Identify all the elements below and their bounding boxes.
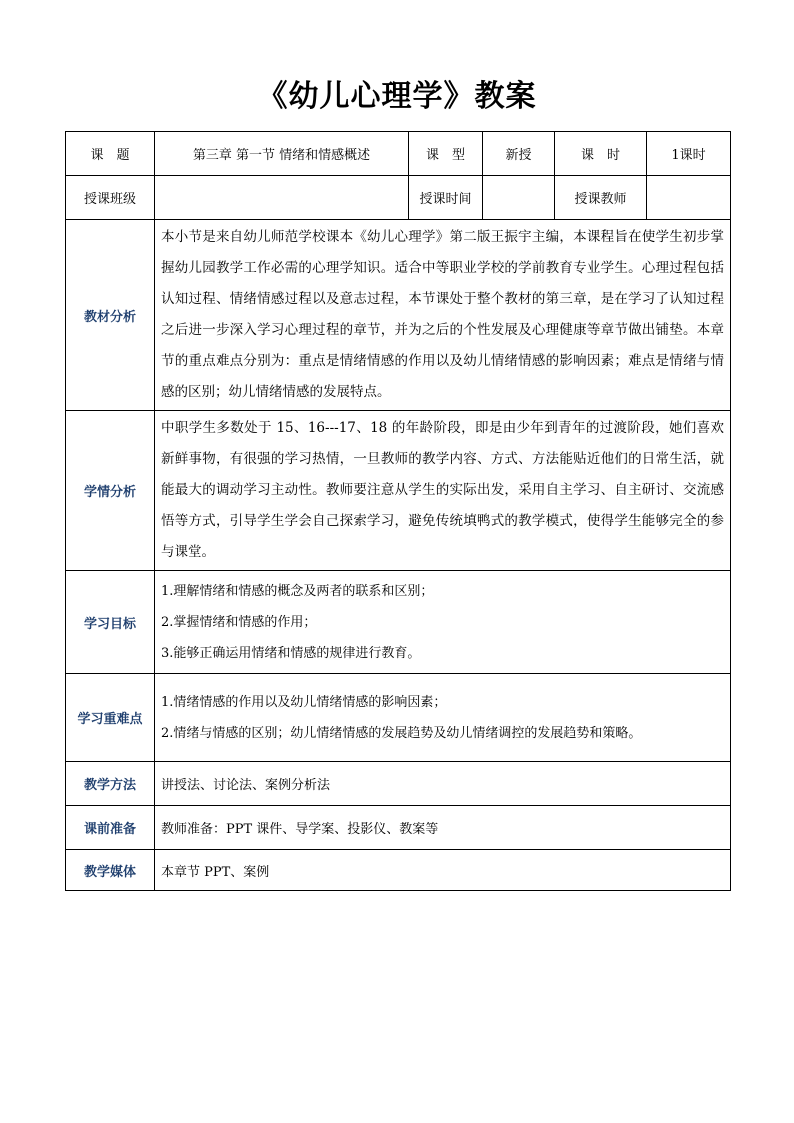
time-value bbox=[483, 176, 555, 220]
keypoint-item: 1.情绪情感的作用以及幼儿情绪情感的影响因素； bbox=[161, 694, 447, 710]
lesson-plan-table bbox=[65, 131, 731, 891]
keshi-value: 1课时 bbox=[647, 132, 731, 176]
prep-row bbox=[66, 806, 731, 850]
class-label: 授课班级 bbox=[66, 176, 155, 220]
time-label: 授课时间 bbox=[409, 176, 483, 220]
media-label: 教学媒体 bbox=[66, 850, 155, 891]
teacher-label: 授课教师 bbox=[555, 176, 647, 220]
goal-item: 3.能够正确运用情绪和情感的规律进行教育。 bbox=[161, 645, 421, 661]
goals-row bbox=[66, 571, 731, 674]
keypoints-row bbox=[66, 674, 731, 762]
keti-value: 第三章 第一节 情绪和情感概述 bbox=[155, 132, 409, 176]
kexing-value: 新授 bbox=[483, 132, 555, 176]
keti-label: 课 题 bbox=[66, 132, 155, 176]
class-value bbox=[155, 176, 409, 220]
keshi-label: 课 时 bbox=[555, 132, 647, 176]
student-label: 学情分析 bbox=[66, 411, 155, 571]
class-row bbox=[66, 176, 731, 220]
keypoints-list bbox=[155, 674, 731, 762]
prep-label: 课前准备 bbox=[66, 806, 155, 850]
goals-list bbox=[155, 571, 731, 674]
keypoint-item: 2.情绪与情感的区别；幼儿情绪情感的发展趋势及幼儿情绪调控的发展趋势和策略。 bbox=[161, 725, 642, 741]
media-row bbox=[66, 850, 731, 891]
goal-item: 1.理解情绪和情感的概念及两者的联系和区别； bbox=[161, 583, 434, 599]
document-title: 《幼儿心理学》教案 bbox=[257, 79, 537, 114]
method-text: 讲授法、讨论法、案例分析法 bbox=[155, 762, 731, 806]
student-row bbox=[66, 411, 731, 571]
prep-text: 教师准备：PPT 课件、导学案、投影仪、教案等 bbox=[155, 806, 731, 850]
header-row bbox=[66, 132, 731, 176]
student-text: 中职学生多数处于 15、16---17、18 的年龄阶段，即是由少年到青年的过渡阶段，她们喜欢新鲜事物，有很强的学习热情，一旦教师的教学内容、方式、方法能贴近他们的日常生活，就能最大的调动学习主动性。教师要注意从学生的实际出发，采用自主学习、自主研讨、交流感悟等方式，引导学生学会自己探索学习，避免传统填鸭式的教学模式，使得学生能够完全的参与课堂。 bbox=[155, 411, 731, 571]
material-label: 教材分析 bbox=[66, 220, 155, 411]
goals-label: 学习目标 bbox=[66, 571, 155, 674]
goal-item: 2.掌握情绪和情感的作用； bbox=[161, 614, 317, 630]
material-text: 本小节是来自幼儿师范学校课本《幼儿心理学》第二版王振宇主编，本课程旨在使学生初步掌握幼儿园教学工作必需的心理学知识。适合中等职业学校的学前教育专业学生。心理过程包括认知过程、情绪情感过程以及意志过程，本节课处于整个教材的第三章，是在学习了认知过程之后进一步深入学习心理过程的章节，并为之后的个性发展及心理健康等章节做出铺垫。本章节的重点难点分别为：重点是情绪情感的作用以及幼儿情绪情感的影响因素；难点是情绪与情感的区别；幼儿情绪情感的发展特点。 bbox=[155, 220, 731, 411]
material-row bbox=[66, 220, 731, 411]
teacher-value bbox=[647, 176, 731, 220]
kexing-label: 课 型 bbox=[409, 132, 483, 176]
method-row bbox=[66, 762, 731, 806]
keypoints-label: 学习重难点 bbox=[66, 674, 155, 762]
method-label: 教学方法 bbox=[66, 762, 155, 806]
media-text: 本章节 PPT、案例 bbox=[155, 850, 731, 891]
